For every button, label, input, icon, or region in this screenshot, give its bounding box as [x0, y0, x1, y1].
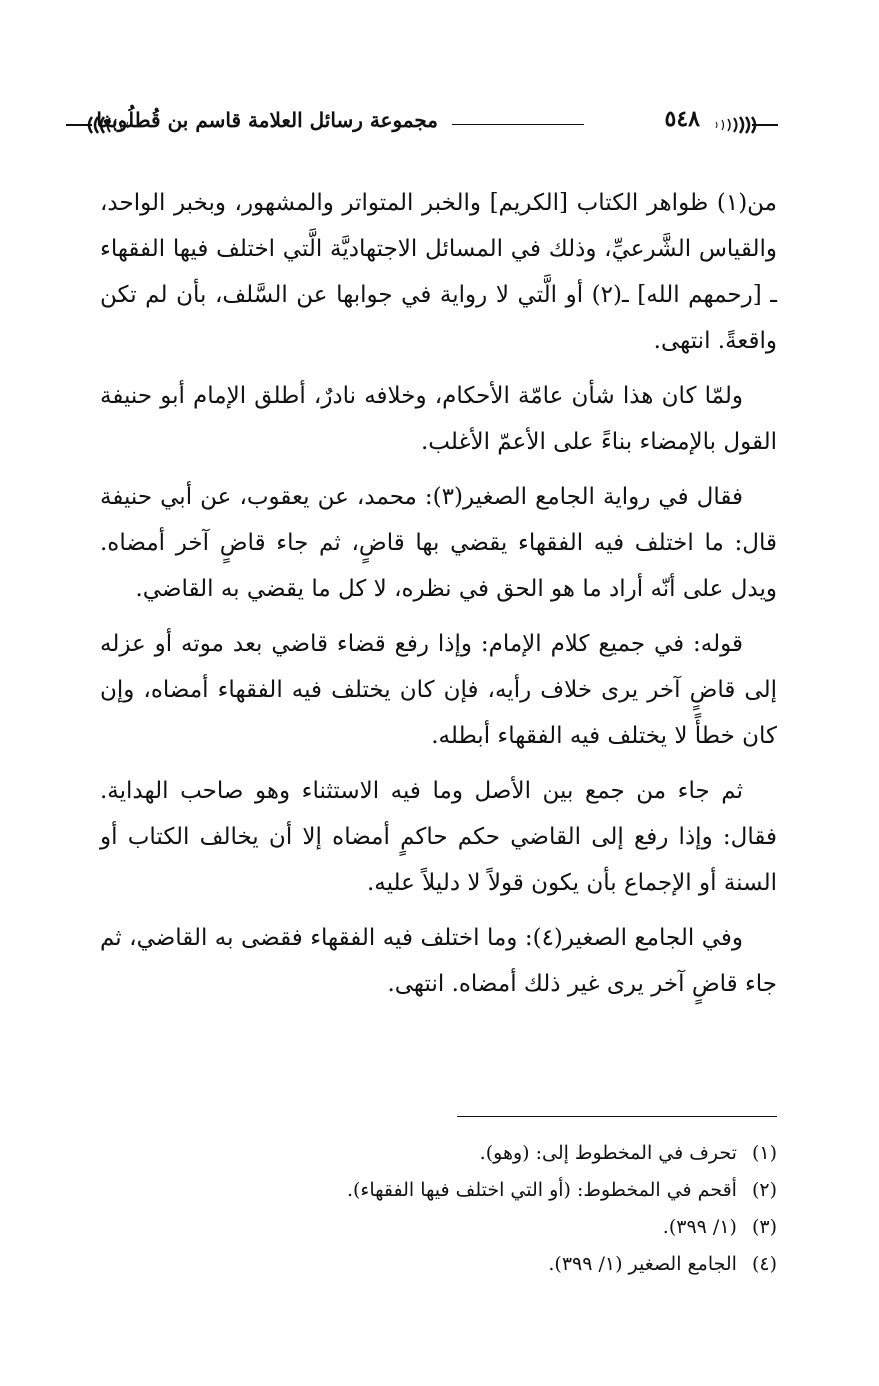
footnote-rule — [457, 1116, 777, 1117]
footnote-number: (٤) — [751, 1253, 777, 1275]
running-title: مجموعة رسائل العلامة قاسم بن قُطلُوبغا — [96, 108, 438, 132]
footnote-1 — [100, 1135, 777, 1172]
paragraph-5: ثم جاء من جمع بين الأصل وما فيه الاستثناء وهو صاحب الهداية. فقال: وإذا رفع إلى القاضي حكم حاكمٍ أمضاه إلا أن يخالف الكتاب أو السنة أو الإجماع بأن يكون قولاً لا دليلاً عليه. — [100, 778, 777, 896]
ornament-right-icon — [712, 114, 778, 136]
footnotes — [100, 1135, 777, 1283]
footnote-2 — [100, 1172, 777, 1209]
main-text — [100, 180, 777, 1016]
paragraph-4: قوله: في جميع كلام الإمام: وإذا رفع قضاء قاضي بعد موته أو عزله إلى قاضٍ آخر يرى خلاف رأيه، فإن كان يختلف فيه الفقهاء أمضاه، وإن كان خطأً لا يختلف فيه الفقهاء أبطله. — [100, 631, 777, 749]
footnote-text: الجامع الصغير (١/ ٣٩٩). — [548, 1253, 737, 1275]
header-rule — [452, 124, 584, 125]
footnote-number: (٣) — [751, 1216, 777, 1238]
footnote-number: (٢) — [751, 1179, 777, 1201]
footnote-text: أقحم في المخطوط: (أو التي اختلف فيها الفقهاء). — [346, 1179, 737, 1201]
running-header — [66, 104, 778, 144]
footnote-4 — [100, 1246, 777, 1283]
paragraph-1: من(١) ظواهر الكتاب [الكريم] والخبر المتواتر والمشهور، وبخبر الواحد، والقياس الشَّرعيِّ، وذلك في المسائل الاجتهاديَّة الَّتي اختلف فيها الفقهاء ـ [رحمهم الله] ـ(٢) أو الَّتي لا رواية في جوابها عن السَّلف، بأن لم تكن واقعةً. انتهى. — [100, 190, 777, 354]
paragraph-6: وفي الجامع الصغير(٤): وما اختلف فيه الفقهاء فقضى به القاضي، ثم جاء قاضٍ آخر يرى غير ذلك أمضاه. انتهى. — [100, 925, 777, 997]
footnote-3 — [100, 1209, 777, 1246]
page-number: ٥٤٨ — [664, 106, 700, 132]
paragraph-2: ولمّا كان هذا شأن عامّة الأحكام، وخلافه نادرٌ، أطلق الإمام أبو حنيفة القول بالإمضاء بناءً على الأعمّ الأغلب. — [100, 383, 777, 455]
footnote-text: (١/ ٣٩٩). — [662, 1216, 737, 1238]
paragraph-3: فقال في رواية الجامع الصغير(٣): محمد، عن يعقوب، عن أبي حنيفة قال: ما اختلف فيه الفقهاء يقضي بها قاضٍ، ثم جاء قاضٍ آخر أمضاه. ويدل على أنّه أراد ما هو الحق في نظره، لا كل ما يقضي به القاضي. — [100, 484, 777, 602]
footnote-number: (١) — [751, 1142, 777, 1164]
footnote-text: تحرف في المخطوط إلى: (وهو). — [479, 1142, 737, 1164]
ornament-left-icon — [66, 114, 132, 136]
